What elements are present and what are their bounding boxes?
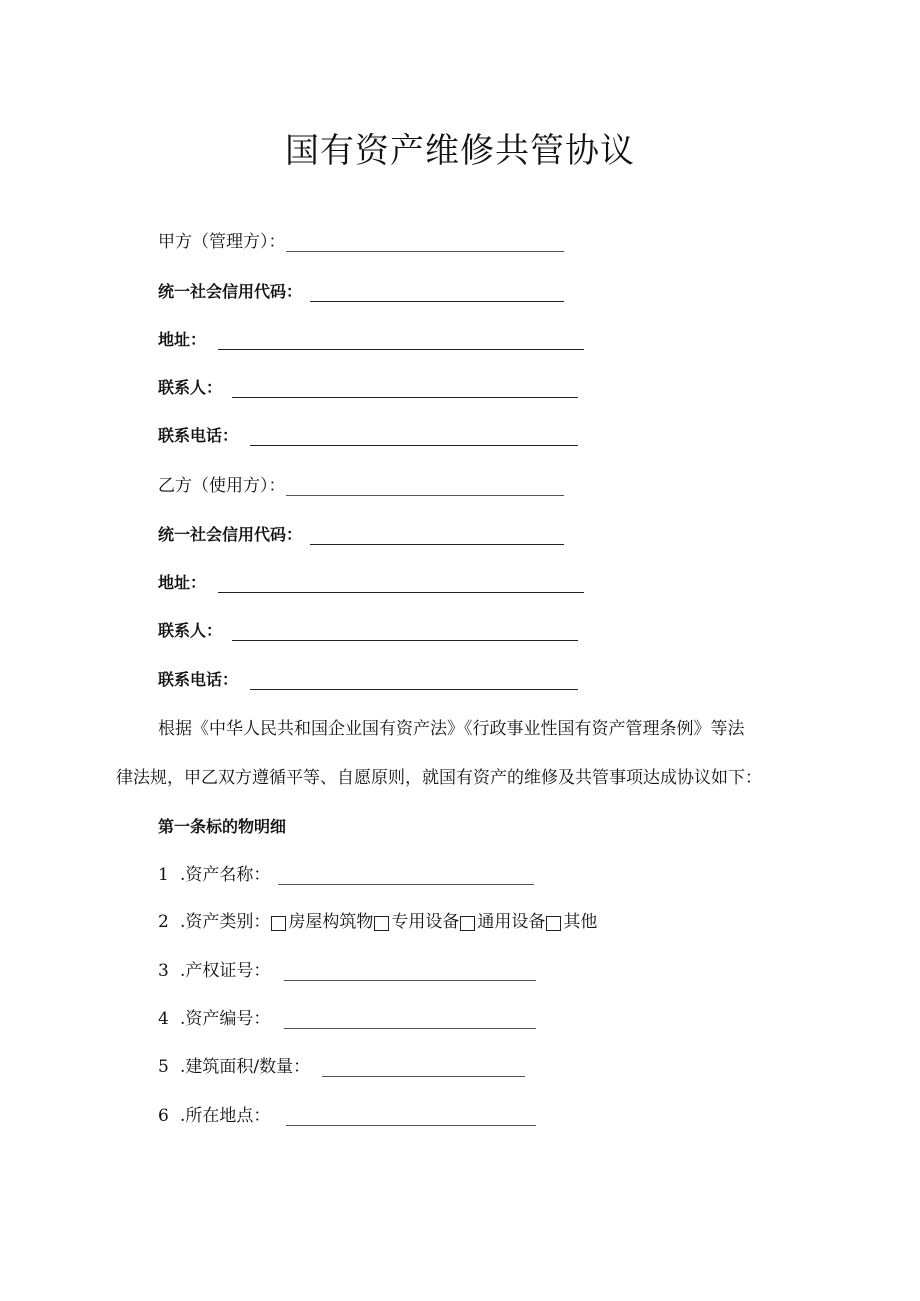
party-b-address-blank[interactable] — [218, 572, 584, 593]
party-b-contact-blank[interactable] — [232, 620, 578, 641]
party-a-credit-code-label: 统一社会信用代码： — [158, 282, 303, 301]
party-b-phone-label: 联系电话： — [158, 670, 239, 689]
article-1-item-5 — [158, 1053, 525, 1081]
checkbox-icon[interactable] — [271, 916, 286, 931]
asset-number-blank[interactable] — [284, 1008, 536, 1029]
party-b-contact-label: 联系人： — [158, 621, 223, 640]
party-a-contact-blank[interactable] — [232, 377, 578, 398]
area-quantity-blank[interactable] — [322, 1056, 525, 1077]
checkbox-icon[interactable] — [546, 916, 561, 931]
party-b-blank[interactable] — [286, 475, 564, 496]
item-label: .产权证号： — [180, 961, 271, 981]
item-number: 1 — [158, 865, 169, 885]
item-label: .资产编号： — [180, 1009, 271, 1029]
item-number: 4 — [158, 1009, 169, 1029]
party-a-address-row — [158, 326, 584, 354]
checkbox-icon[interactable] — [460, 916, 475, 931]
party-a-blank[interactable] — [286, 231, 564, 252]
article-1-item-1 — [158, 861, 534, 889]
article-1-item-3 — [158, 957, 536, 985]
checkbox-icon[interactable] — [374, 916, 389, 931]
party-a-phone-row — [158, 422, 578, 450]
party-b-contact-row — [158, 617, 578, 645]
item-label: .资产名称： — [180, 865, 271, 885]
option-label: 其他 — [563, 912, 598, 932]
article-1-heading: 第一条标的物明细 — [158, 817, 287, 836]
asset-name-blank[interactable] — [278, 864, 534, 885]
party-a-contact-row — [158, 374, 578, 402]
party-a-contact-label: 联系人： — [158, 378, 223, 397]
party-b-credit-code-blank[interactable] — [310, 524, 564, 545]
property-cert-blank[interactable] — [284, 960, 536, 981]
item-label: .所在地点： — [180, 1106, 271, 1126]
party-b-address-label: 地址： — [158, 573, 207, 592]
party-a-row — [158, 228, 564, 256]
option-label: 房屋构筑物 — [288, 912, 374, 932]
preamble-line-2: 律法规，甲乙双方遵循平等、自愿原则，就国有资产的维修及共管事项达成协议如下： — [116, 768, 762, 788]
party-a-phone-blank[interactable] — [250, 425, 578, 446]
party-a-phone-label: 联系电话： — [158, 426, 239, 445]
option-label: 通用设备 — [477, 912, 546, 932]
party-a-address-blank[interactable] — [218, 329, 584, 350]
party-a-credit-code-row — [158, 278, 564, 306]
item-number: 3 — [158, 961, 169, 981]
party-b-label: 乙方（使用方）： — [158, 476, 286, 496]
party-a-label: 甲方（管理方）： — [158, 232, 286, 252]
article-1-item-6 — [158, 1102, 536, 1130]
article-1-item-4 — [158, 1005, 536, 1033]
preamble-line-1: 根据《中华人民共和国企业国有资产法》《行政事业性国有资产管理条例》等法 — [158, 719, 745, 739]
item-label: .建筑面积/数量： — [180, 1057, 311, 1077]
party-b-row — [158, 472, 564, 500]
article-1-item-2 — [158, 908, 597, 936]
item-number: 5 — [158, 1057, 169, 1077]
party-a-address-label: 地址： — [158, 330, 207, 349]
document-title: 国有资产维修共管协议 — [285, 131, 635, 171]
party-b-phone-row — [158, 666, 578, 694]
option-label: 专用设备 — [391, 912, 460, 932]
party-b-phone-blank[interactable] — [250, 669, 578, 690]
item-label: .资产类别： — [180, 912, 271, 932]
location-blank[interactable] — [286, 1105, 536, 1126]
item-number: 2 — [158, 912, 169, 932]
party-a-credit-code-blank[interactable] — [310, 281, 564, 302]
party-b-address-row — [158, 569, 584, 597]
party-b-credit-code-label: 统一社会信用代码： — [158, 525, 303, 544]
item-number: 6 — [158, 1106, 169, 1126]
party-b-credit-code-row — [158, 521, 564, 549]
